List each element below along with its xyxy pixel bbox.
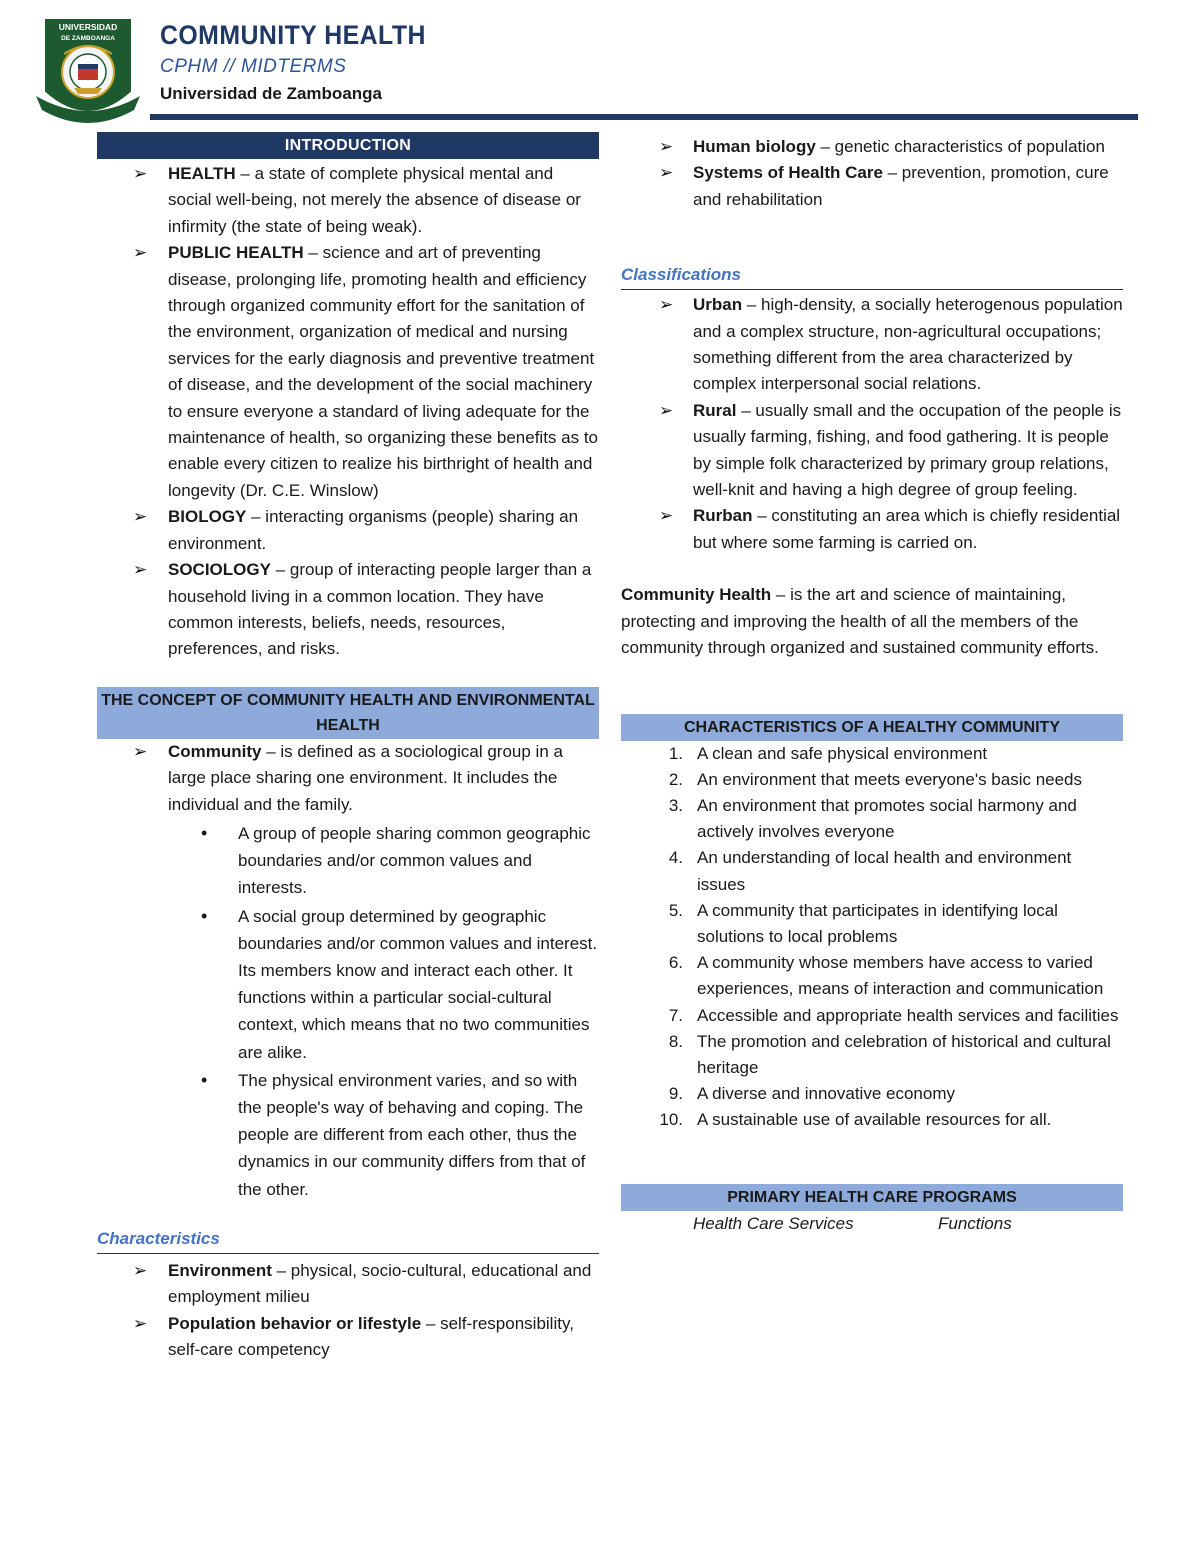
list-item bbox=[621, 398, 1123, 504]
classifications-heading: Classifications bbox=[621, 263, 1123, 290]
item-number: 3. bbox=[668, 795, 683, 815]
definition: – self-responsibility, self-care competency bbox=[168, 1313, 574, 1359]
left-column bbox=[97, 132, 599, 1363]
term: Population behavior or lifestyle bbox=[168, 1313, 422, 1333]
community-bullets bbox=[97, 820, 599, 1203]
term: PUBLIC HEALTH bbox=[168, 243, 304, 263]
list-item bbox=[97, 739, 599, 818]
document-subtitle: CPHM // MIDTERMS bbox=[160, 56, 347, 77]
definition: – science and art of preventing disease, prolonging life, promoting health and efficiency through organized community effort for the sanitation of the environment, organization of medical and nursing services for the early diagnosis and preventive treatment of disease, and the development of the social machinery to ensure everyone a standard of living adequate for the maintenance of health, so organizing these benefits as to enable every citizen to realize his birthright of health and longevity (Dr. C.E. Winslow) bbox=[168, 243, 599, 500]
list-item bbox=[621, 845, 1123, 897]
logo-text-top: UNIVERSIDAD bbox=[58, 22, 118, 32]
definition: – is the art and science of maintaining, protecting and improving the health of all the members of the community through organized and sustained community efforts. bbox=[621, 585, 1099, 658]
term: HEALTH bbox=[168, 164, 236, 183]
list-item bbox=[621, 160, 1123, 213]
characteristics-list bbox=[97, 1258, 599, 1364]
item-number: 10. bbox=[659, 1110, 683, 1130]
item-number: 2. bbox=[668, 769, 683, 789]
item-text: An understanding of local health and environment issues bbox=[697, 848, 1072, 894]
continued-list bbox=[621, 134, 1123, 213]
definition: – physical, socio-cultural, educational and employment milieu bbox=[168, 1260, 592, 1307]
definition: – interacting organisms (people) sharing an environment. bbox=[168, 507, 579, 553]
healthy-community-list bbox=[621, 741, 1123, 1134]
phc-heading: PRIMARY HEALTH CARE PROGRAMS bbox=[621, 1184, 1123, 1211]
list-item bbox=[97, 240, 599, 504]
classifications-list bbox=[621, 292, 1123, 556]
list-item bbox=[621, 1003, 1123, 1029]
item-text: An environment that meets everyone's basic needs bbox=[697, 769, 1083, 789]
item-number: 6. bbox=[668, 953, 683, 973]
right-column bbox=[621, 132, 1123, 1237]
definition: – genetic characteristics of population bbox=[815, 137, 1105, 156]
definition: – prevention, promotion, cure and rehabilitation bbox=[693, 163, 1109, 209]
list-item bbox=[97, 504, 599, 557]
document-title: COMMUNITY HEALTH bbox=[160, 20, 426, 50]
term: Community Health bbox=[621, 585, 772, 605]
characteristics-heading: Characteristics bbox=[97, 1227, 599, 1254]
list-item bbox=[621, 292, 1123, 398]
definition: – high-density, a socially heterogenous population and a complex structure, non-agricultural occupations; something different from the area characterized by complex interpersonal social relations. bbox=[693, 295, 1123, 394]
definition: – constituting an area which is chiefly residential but where some farming is carried on. bbox=[693, 506, 1121, 552]
introduction-list bbox=[97, 161, 599, 663]
list-item: • A group of people sharing common geographic boundaries and/or common values and interests. bbox=[97, 820, 599, 902]
header-rule bbox=[150, 114, 1138, 120]
item-number: 4. bbox=[668, 848, 683, 868]
item-number: 9. bbox=[668, 1084, 683, 1104]
list-item bbox=[621, 741, 1123, 767]
concept-heading: THE CONCEPT OF COMMUNITY HEALTH AND ENVIRONMENTAL HEALTH bbox=[97, 687, 599, 739]
item-number: 7. bbox=[668, 1005, 683, 1025]
list-item bbox=[97, 557, 599, 663]
list-item: • The physical environment varies, and so with the people's way of behaving and coping. The people are different from each other, thus the dynamics in our community differs from that of the other. bbox=[97, 1067, 599, 1203]
list-item bbox=[621, 134, 1123, 160]
item-text: An environment that promotes social harmony and actively involves everyone bbox=[697, 795, 1077, 842]
definition: – usually small and the occupation of the people is usually farming, fishing, and food gathering. It is people by simple folk characterized by primary group relations, well-knit and having a high degree of group feeling. bbox=[693, 400, 1122, 500]
item-text: Accessible and appropriate health services and facilities bbox=[697, 1005, 1119, 1025]
phc-col-services: Health Care Services bbox=[693, 1213, 854, 1233]
term: BIOLOGY bbox=[168, 507, 247, 527]
list-item bbox=[621, 1081, 1123, 1107]
term: Systems of Health Care bbox=[693, 163, 883, 183]
term: Community bbox=[168, 741, 262, 761]
phc-column-headers bbox=[621, 1211, 1123, 1237]
list-item bbox=[97, 1311, 599, 1364]
community-list bbox=[97, 739, 599, 818]
term: Human biology bbox=[693, 137, 816, 156]
item-text: A community whose members have access to varied experiences, means of interaction and communication bbox=[697, 953, 1104, 999]
definition: – group of interacting people larger than a household living in a common location. They have common interests, beliefs, needs, resources, preferences, and risks. bbox=[168, 560, 592, 659]
list-item bbox=[621, 767, 1123, 793]
list-item bbox=[621, 898, 1123, 950]
item-number: 8. bbox=[668, 1031, 683, 1051]
list-item bbox=[97, 161, 599, 240]
healthy-community-heading: CHARACTERISTICS OF A HEALTHY COMMUNITY bbox=[621, 714, 1123, 741]
university-logo bbox=[34, 14, 142, 132]
phc-col-functions: Functions bbox=[938, 1213, 1012, 1233]
logo-text-mid: DE ZAMBOANGA bbox=[61, 35, 115, 42]
item-text: A community that participates in identifying local solutions to local problems bbox=[697, 900, 1058, 946]
item-number: 5. bbox=[668, 900, 683, 920]
term: SOCIOLOGY bbox=[168, 560, 271, 580]
item-text: A sustainable use of available resources for all. bbox=[697, 1110, 1052, 1130]
item-text: A diverse and innovative economy bbox=[697, 1084, 955, 1104]
list-item bbox=[621, 503, 1123, 556]
item-number: 1. bbox=[668, 743, 683, 763]
list-item bbox=[97, 1258, 599, 1311]
list-item bbox=[621, 1029, 1123, 1081]
community-health-definition bbox=[621, 582, 1123, 661]
term: Rurban bbox=[693, 506, 753, 526]
school-name: Universidad de Zamboanga bbox=[160, 84, 382, 103]
introduction-heading: INTRODUCTION bbox=[97, 132, 599, 159]
item-text: The promotion and celebration of historical and cultural heritage bbox=[697, 1031, 1111, 1077]
list-item bbox=[621, 950, 1123, 1002]
term: Urban bbox=[693, 295, 743, 315]
list-item: • A social group determined by geographic boundaries and/or common values and interest. Its members know and interact each other. It functions within a particular social-cultural context, which means that no two communities are alike. bbox=[97, 903, 599, 1066]
definition: – a state of complete physical mental and social well-being, not merely the absence of disease or infirmity (the state of being weak). bbox=[168, 164, 581, 236]
list-item bbox=[621, 793, 1123, 845]
term: Environment bbox=[168, 1260, 272, 1280]
item-text: A clean and safe physical environment bbox=[697, 743, 988, 763]
term: Rural bbox=[693, 400, 737, 420]
definition: – is defined as a sociological group in a large place sharing one environment. It includes the individual and the family. bbox=[168, 741, 563, 814]
list-item bbox=[621, 1107, 1123, 1133]
